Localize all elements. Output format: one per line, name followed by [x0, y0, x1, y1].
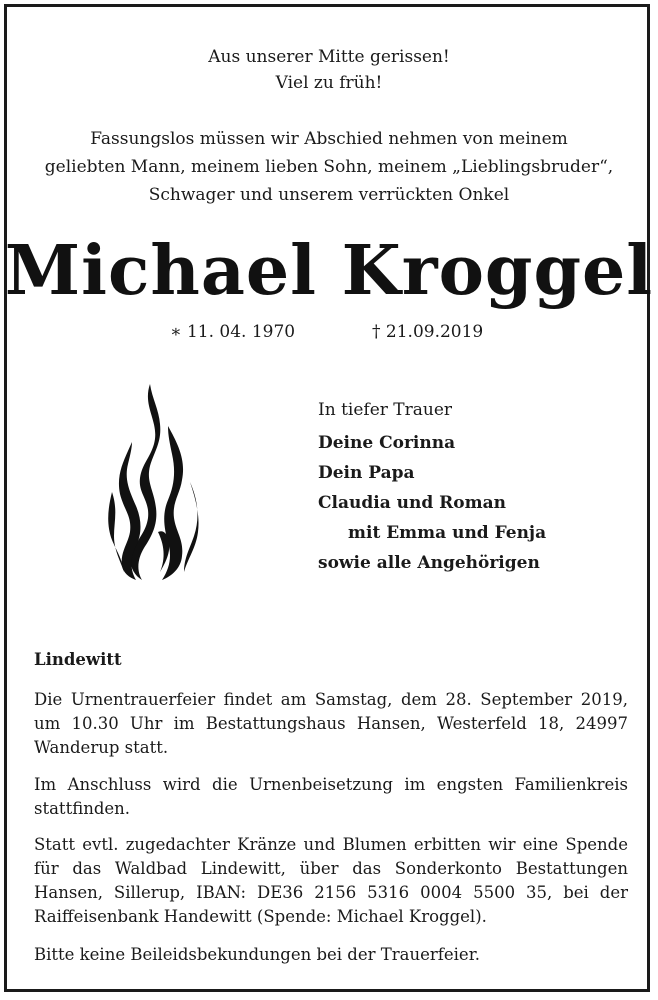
burial-paragraph: Im Anschluss wird die Urnenbeisetzung im engsten Familienkreis stattfinden.	[34, 775, 628, 818]
header-line-2: Viel zu früh!	[275, 73, 383, 93]
intro-line-1: Fassungslos müssen wir Abschied nehmen von meinem	[90, 129, 568, 149]
mourners-block	[318, 395, 546, 578]
mourner-name: Deine Corinna	[318, 433, 456, 453]
deceased-name: Michael Kroggel	[4, 231, 654, 311]
mourner-name: mit Emma und Fenja	[348, 523, 547, 543]
condolence-note: Bitte keine Beileidsbekundungen bei der Trauerfeier.	[34, 945, 481, 964]
mourner-name: Dein Papa	[318, 463, 415, 483]
intro-block	[0, 125, 658, 209]
death-date: † 21.09.2019	[372, 322, 484, 342]
flame-icon	[102, 382, 202, 582]
intro-line-3: Schwager und unserem verrückten Onkel	[148, 185, 510, 205]
location-heading: Lindewitt	[34, 650, 122, 669]
mourner-name: sowie alle Angehörigen	[318, 553, 540, 573]
mourner-name: Claudia und Roman	[318, 493, 506, 513]
donation-paragraph: Statt evtl. zugedachter Kränze und Blumen erbitten wir eine Spende für das Waldbad Lindewitt, über das Sonderkonto Bestattungen Hansen, Sillerup, IBAN: DE36 2156 5316 0004 5500 35, bei der Raiffeisenbank Handewitt (Spende: Michael Kroggel).	[34, 835, 628, 926]
birth-date: ∗ 11. 04. 1970	[170, 322, 296, 342]
intro-line-2: geliebten Mann, meinem lieben Sohn, meinem „Lieblingsbruder“,	[44, 157, 614, 177]
header-block	[0, 44, 658, 96]
mourners-lead: In tiefer Trauer	[318, 400, 453, 420]
ceremony-paragraph: Die Urnentrauerfeier findet am Samstag, dem 28. September 2019, um 10.30 Uhr im Bestattungshaus Hansen, Westerfeld 18, 24997 Wanderup statt.	[34, 690, 628, 757]
header-line-1: Aus unserer Mitte gerissen!	[208, 47, 450, 67]
